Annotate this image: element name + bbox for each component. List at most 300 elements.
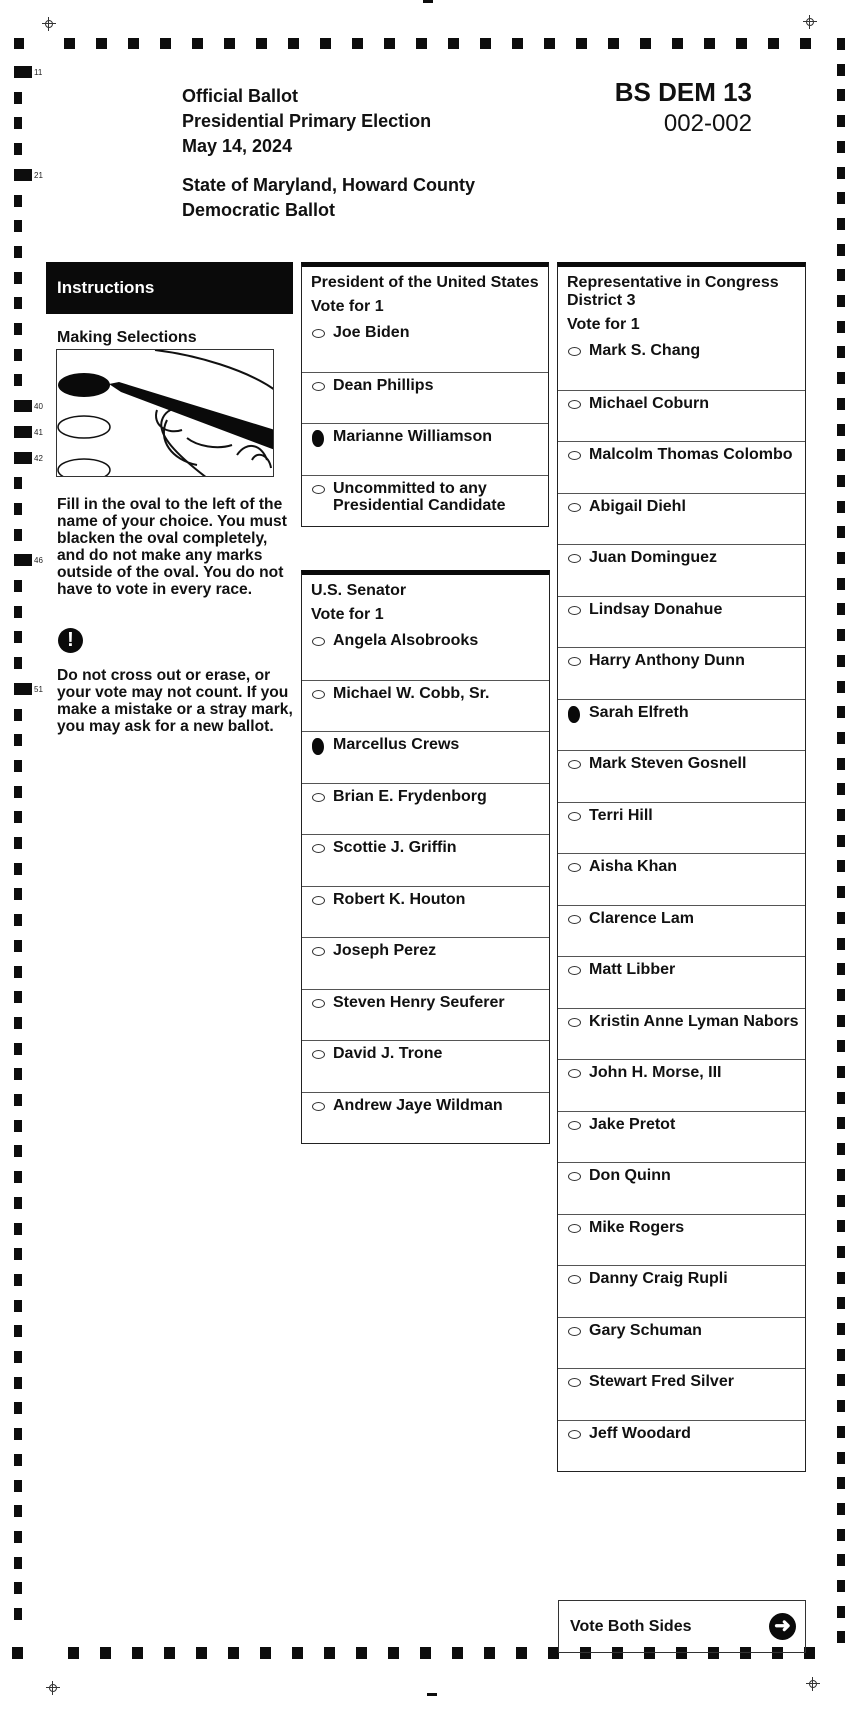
timing-mark	[837, 424, 845, 436]
timing-mark	[837, 860, 845, 872]
candidate-option[interactable]	[302, 372, 548, 424]
empty-oval[interactable]	[568, 451, 581, 460]
timing-mark	[14, 272, 22, 284]
timing-mark	[224, 38, 235, 49]
empty-oval[interactable]	[568, 1121, 581, 1130]
timing-mark	[14, 1068, 22, 1080]
timing-mark-label: 11	[34, 68, 43, 77]
timing-mark	[14, 323, 22, 335]
empty-oval[interactable]	[568, 1430, 581, 1439]
candidate-option[interactable]	[558, 338, 805, 390]
timing-mark	[96, 38, 107, 49]
timing-mark	[608, 38, 619, 49]
timing-mark	[388, 1647, 399, 1659]
timing-mark	[837, 1143, 845, 1155]
candidate-option[interactable]	[558, 1059, 805, 1111]
timing-mark	[837, 706, 845, 718]
candidate-name: Mark S. Chang	[589, 342, 701, 359]
timing-mark	[837, 1529, 845, 1541]
timing-mark	[12, 1647, 23, 1659]
timing-mark	[837, 1580, 845, 1592]
empty-oval[interactable]	[312, 329, 325, 338]
timing-mark	[837, 1220, 845, 1232]
party-ballot: Democratic Ballot	[182, 200, 336, 220]
timing-mark	[837, 346, 845, 358]
timing-mark	[14, 92, 22, 104]
empty-oval[interactable]	[568, 1224, 581, 1233]
empty-oval[interactable]	[568, 812, 581, 821]
timing-mark	[837, 1503, 845, 1515]
empty-oval[interactable]	[312, 896, 325, 905]
timing-mark	[14, 117, 22, 129]
ballot-header	[182, 84, 475, 223]
contest-representative-congress	[557, 262, 806, 1472]
timing-mark	[837, 1452, 845, 1464]
candidate-name: Marianne Williamson	[333, 428, 492, 445]
candidate-name: Mike Rogers	[589, 1218, 685, 1236]
timing-mark	[837, 1426, 845, 1438]
timing-mark	[837, 835, 845, 847]
empty-oval[interactable]	[312, 1102, 325, 1111]
candidate-option[interactable]	[558, 1368, 805, 1420]
timing-mark	[837, 167, 845, 179]
candidate-option[interactable]	[558, 750, 805, 802]
candidate-option[interactable]	[558, 596, 805, 648]
vote-for-label: Vote for 1	[567, 316, 640, 333]
timing-mark	[352, 38, 363, 49]
candidate-option[interactable]	[558, 1008, 805, 1060]
candidate-name: Kristin Anne Lyman Nabors	[589, 1012, 799, 1030]
candidate-name: Malcolm Thomas Colombo	[589, 446, 793, 463]
candidate-name: Terri Hill	[589, 806, 653, 824]
timing-mark	[672, 38, 683, 49]
filled-oval[interactable]	[312, 430, 324, 447]
candidate-option[interactable]	[302, 1040, 549, 1092]
empty-oval[interactable]	[568, 760, 581, 769]
candidate-option[interactable]	[558, 1214, 805, 1266]
candidate-option[interactable]	[302, 731, 549, 783]
timing-mark	[837, 1272, 845, 1284]
timing-mark	[837, 603, 845, 615]
timing-mark	[14, 1428, 22, 1440]
timing-mark	[837, 552, 845, 564]
candidate-name: Brian E. Frydenborg	[333, 787, 487, 805]
candidate-name: Juan Dominguez	[589, 549, 718, 566]
timing-mark	[837, 38, 845, 50]
timing-mark	[416, 38, 427, 49]
timing-mark	[837, 269, 845, 281]
timing-mark	[14, 1377, 22, 1389]
vote-for-label: Vote for 1	[311, 606, 384, 623]
empty-oval[interactable]	[312, 637, 325, 646]
timing-mark	[14, 1274, 22, 1286]
candidate-name: John H. Morse, III	[589, 1064, 722, 1081]
timing-mark	[448, 38, 459, 49]
candidate-option[interactable]	[558, 647, 805, 699]
timing-mark	[837, 1066, 845, 1078]
timing-mark	[837, 963, 845, 975]
timing-mark-label: 21	[34, 170, 43, 180]
timing-mark	[292, 1647, 303, 1659]
timing-mark	[576, 38, 587, 49]
candidate-name: David J. Trone	[333, 1045, 443, 1062]
timing-mark	[837, 449, 845, 461]
timing-mark	[14, 477, 22, 489]
candidate-option[interactable]	[302, 320, 548, 372]
timing-mark	[196, 1647, 207, 1659]
timing-mark	[14, 143, 22, 155]
candidate-option[interactable]	[558, 1162, 805, 1214]
candidate-list	[558, 338, 805, 1471]
candidate-option[interactable]	[302, 423, 548, 475]
timing-mark-label: 51	[34, 684, 43, 694]
timing-mark	[14, 1325, 22, 1337]
candidate-name: Matt Libber	[589, 961, 676, 978]
timing-mark	[837, 1374, 845, 1386]
timing-mark	[14, 1171, 22, 1183]
candidate-name: Marcellus Crews	[333, 736, 460, 753]
timing-mark	[14, 169, 32, 181]
timing-mark	[14, 1300, 22, 1312]
timing-mark	[837, 501, 845, 513]
center-mark	[423, 0, 433, 3]
candidate-option[interactable]	[302, 680, 549, 732]
timing-mark	[837, 1349, 845, 1361]
timing-mark	[837, 1606, 845, 1618]
timing-mark	[768, 38, 779, 49]
timing-mark	[14, 606, 22, 618]
timing-mark	[516, 1647, 527, 1659]
empty-oval[interactable]	[568, 1378, 581, 1387]
timing-mark	[14, 1094, 22, 1106]
timing-mark-label: 42	[34, 453, 43, 463]
hand-marking-oval-illustration	[56, 349, 274, 477]
empty-oval[interactable]	[568, 606, 581, 615]
ballot-identifier	[615, 76, 752, 140]
timing-mark	[14, 66, 32, 78]
timing-mark	[14, 1248, 22, 1260]
candidate-name: Scottie J. Griffin	[333, 839, 457, 856]
timing-mark	[14, 1402, 22, 1414]
candidate-option[interactable]	[558, 1265, 805, 1317]
registration-crosshair	[42, 17, 56, 31]
candidate-name: Michael W. Cobb, Sr.	[333, 684, 490, 702]
candidate-name: Don Quinn	[589, 1167, 671, 1184]
candidate-list	[302, 628, 549, 1143]
timing-mark	[14, 554, 32, 566]
candidate-name: Angela Alsobrooks	[333, 632, 479, 649]
timing-mark	[14, 1197, 22, 1209]
exclamation-icon: !	[58, 628, 83, 653]
timing-mark	[100, 1647, 111, 1659]
empty-oval[interactable]	[312, 690, 325, 699]
timing-mark	[837, 295, 845, 307]
candidate-option[interactable]	[558, 802, 805, 854]
ballot-style-code: BS DEM 13	[614, 77, 752, 107]
timing-mark	[484, 1647, 495, 1659]
candidate-name: Mark Steven Gosnell	[589, 755, 747, 772]
contest-us-senator	[301, 570, 550, 1144]
timing-mark	[837, 321, 845, 333]
timing-mark	[837, 989, 845, 1001]
candidate-option[interactable]	[302, 937, 549, 989]
empty-oval[interactable]	[312, 793, 325, 802]
timing-mark	[837, 218, 845, 230]
timing-mark	[320, 38, 331, 49]
timing-mark	[14, 1557, 22, 1569]
timing-mark	[837, 398, 845, 410]
timing-mark	[14, 1608, 22, 1620]
timing-mark	[64, 38, 75, 49]
timing-mark	[288, 38, 299, 49]
timing-mark	[837, 783, 845, 795]
timing-mark	[14, 220, 22, 232]
timing-mark	[837, 1554, 845, 1566]
timing-mark	[800, 38, 811, 49]
timing-mark	[837, 758, 845, 770]
empty-oval[interactable]	[568, 966, 581, 975]
contest-title: President of the United States	[311, 274, 539, 291]
timing-mark	[14, 683, 32, 695]
timing-mark	[14, 709, 22, 721]
timing-mark	[14, 1480, 22, 1492]
timing-mark	[544, 38, 555, 49]
empty-oval[interactable]	[568, 347, 581, 356]
candidate-name: Abigail Diehl	[589, 497, 686, 515]
candidate-name: Clarence Lam	[589, 909, 694, 927]
timing-mark	[164, 1647, 175, 1659]
candidate-option[interactable]	[302, 1092, 549, 1144]
timing-mark	[68, 1647, 79, 1659]
timing-mark	[14, 1043, 22, 1055]
timing-mark	[14, 580, 22, 592]
empty-oval[interactable]	[312, 382, 325, 391]
precinct-code: 002-002	[663, 110, 752, 137]
vote-both-sides-box	[558, 1600, 806, 1653]
timing-mark	[14, 734, 22, 746]
candidate-option[interactable]	[558, 853, 805, 905]
timing-mark	[14, 349, 22, 361]
candidate-option[interactable]	[558, 544, 805, 596]
timing-mark	[228, 1647, 239, 1659]
timing-mark	[14, 195, 22, 207]
timing-mark	[837, 809, 845, 821]
timing-mark	[837, 1323, 845, 1335]
empty-oval[interactable]	[312, 947, 325, 956]
timing-mark	[837, 1195, 845, 1207]
timing-mark	[256, 38, 267, 49]
candidate-option[interactable]	[558, 905, 805, 957]
timing-mark	[837, 1297, 845, 1309]
timing-mark	[14, 1505, 22, 1517]
timing-mark	[14, 38, 24, 49]
center-mark	[427, 1693, 437, 1696]
empty-oval[interactable]	[568, 1172, 581, 1181]
filled-oval[interactable]	[312, 738, 324, 755]
candidate-name: Joseph Perez	[333, 942, 437, 959]
empty-oval[interactable]	[568, 657, 581, 666]
timing-mark	[260, 1647, 271, 1659]
timing-mark	[837, 629, 845, 641]
empty-oval[interactable]	[568, 1327, 581, 1336]
arrow-right-icon: ➜	[769, 1613, 796, 1640]
empty-oval[interactable]	[568, 503, 581, 512]
empty-oval[interactable]	[568, 554, 581, 563]
candidate-option[interactable]	[558, 1420, 805, 1472]
candidate-option[interactable]	[558, 699, 805, 751]
empty-oval[interactable]	[568, 863, 581, 872]
empty-oval[interactable]	[568, 1275, 581, 1284]
candidate-option[interactable]	[302, 834, 549, 886]
timing-mark	[837, 372, 845, 384]
timing-mark	[837, 475, 845, 487]
vote-for-label: Vote for 1	[311, 298, 384, 315]
timing-mark	[14, 1223, 22, 1235]
timing-mark	[837, 526, 845, 538]
empty-oval[interactable]	[312, 1050, 325, 1059]
timing-mark	[14, 811, 22, 823]
timing-mark	[14, 1582, 22, 1594]
timing-mark-label: 46	[34, 556, 43, 566]
empty-oval[interactable]	[568, 1018, 581, 1027]
candidate-name: Danny Craig Rupli	[589, 1270, 728, 1287]
timing-mark	[837, 115, 845, 127]
timing-mark	[14, 631, 22, 643]
candidate-option[interactable]	[302, 783, 549, 835]
timing-mark	[837, 244, 845, 256]
candidate-option[interactable]	[558, 1317, 805, 1369]
timing-mark	[384, 38, 395, 49]
candidate-list	[302, 320, 548, 526]
timing-mark	[837, 655, 845, 667]
candidate-name: Dean Phillips	[333, 376, 434, 394]
timing-mark	[14, 1145, 22, 1157]
timing-mark	[14, 503, 22, 515]
timing-mark	[14, 786, 22, 798]
timing-mark-label: 41	[34, 427, 43, 437]
timing-mark	[837, 1040, 845, 1052]
candidate-option[interactable]	[302, 886, 549, 938]
empty-oval[interactable]	[568, 915, 581, 924]
candidate-name: Uncommitted to any Presidential Candidate	[333, 479, 506, 514]
timing-mark	[512, 38, 523, 49]
empty-oval[interactable]	[568, 1069, 581, 1078]
vote-both-sides-label: Vote Both Sides	[570, 1618, 692, 1635]
candidate-name: Michael Coburn	[589, 394, 710, 412]
candidate-name: Lindsay Donahue	[589, 600, 723, 618]
candidate-name: Andrew Jaye Wildman	[333, 1096, 503, 1114]
registration-crosshair	[803, 15, 817, 29]
timing-mark	[837, 578, 845, 590]
timing-mark	[14, 863, 22, 875]
instructions-heading: Instructions	[46, 262, 293, 314]
timing-mark	[837, 1117, 845, 1129]
candidate-option[interactable]	[558, 956, 805, 1008]
timing-mark	[837, 1477, 845, 1489]
timing-mark	[324, 1647, 335, 1659]
candidate-option[interactable]	[302, 989, 549, 1041]
election-date: May 14, 2024	[182, 136, 293, 156]
timing-mark	[837, 732, 845, 744]
timing-mark	[480, 38, 491, 49]
election-name: Presidential Primary Election	[182, 111, 432, 131]
timing-mark	[640, 38, 651, 49]
timing-mark	[14, 374, 22, 386]
candidate-name: Aisha Khan	[589, 858, 678, 875]
timing-mark	[14, 888, 22, 900]
timing-mark	[14, 246, 22, 258]
timing-mark	[14, 940, 22, 952]
timing-mark	[14, 657, 22, 669]
timing-mark	[128, 38, 139, 49]
timing-mark	[14, 1531, 22, 1543]
timing-mark-label: 40	[34, 402, 43, 412]
timing-mark	[704, 38, 715, 49]
timing-mark	[837, 89, 845, 101]
candidate-option[interactable]	[558, 390, 805, 442]
candidate-name: Joe Biden	[333, 324, 410, 341]
candidate-name: Robert K. Houton	[333, 890, 466, 908]
timing-mark	[837, 1092, 845, 1104]
timing-mark	[132, 1647, 143, 1659]
timing-mark	[837, 886, 845, 898]
timing-mark	[837, 1631, 845, 1643]
registration-crosshair	[806, 1677, 820, 1691]
timing-mark	[14, 1454, 22, 1466]
contest-title: Representative in Congress District 3	[567, 274, 779, 309]
timing-mark	[736, 38, 747, 49]
timing-mark	[192, 38, 203, 49]
timing-mark	[160, 38, 171, 49]
filled-oval[interactable]	[568, 706, 580, 723]
timing-mark	[14, 297, 22, 309]
ballot-title: Official Ballot	[182, 86, 299, 106]
timing-mark	[837, 1015, 845, 1027]
candidate-name: Jake Pretot	[589, 1115, 676, 1133]
candidate-name: Sarah Elfreth	[589, 703, 689, 721]
timing-mark	[837, 141, 845, 153]
timing-mark	[14, 426, 32, 438]
contest-president	[301, 262, 549, 527]
candidate-name: Stewart Fred Silver	[589, 1373, 734, 1390]
timing-mark	[420, 1647, 431, 1659]
empty-oval[interactable]	[312, 844, 325, 853]
candidate-option[interactable]	[558, 1111, 805, 1163]
empty-oval[interactable]	[312, 999, 325, 1008]
timing-mark	[837, 192, 845, 204]
candidate-option[interactable]	[302, 628, 549, 680]
timing-mark	[14, 991, 22, 1003]
empty-oval[interactable]	[312, 485, 325, 494]
candidate-option[interactable]	[558, 493, 805, 545]
timing-mark	[837, 681, 845, 693]
timing-mark	[837, 1246, 845, 1258]
timing-mark	[837, 912, 845, 924]
timing-mark	[14, 837, 22, 849]
candidate-option[interactable]	[302, 475, 548, 527]
candidate-option[interactable]	[558, 441, 805, 493]
timing-mark	[14, 452, 32, 464]
jurisdiction: State of Maryland, Howard County	[182, 175, 476, 195]
candidate-name: Gary Schuman	[589, 1321, 702, 1339]
timing-mark	[452, 1647, 463, 1659]
contest-title: U.S. Senator	[311, 582, 407, 599]
timing-mark	[14, 1017, 22, 1029]
empty-oval[interactable]	[568, 400, 581, 409]
timing-mark	[14, 529, 22, 541]
timing-mark	[14, 966, 22, 978]
timing-mark	[837, 64, 845, 76]
